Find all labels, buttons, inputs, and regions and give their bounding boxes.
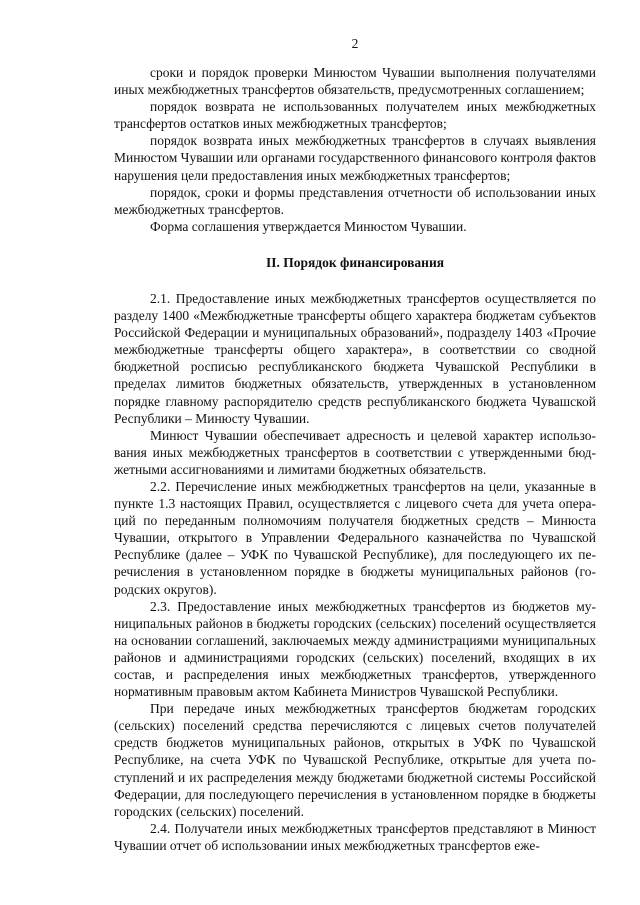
paragraph-agreement-form: Форма соглашения утверждается Минюстом Чувашии. [150, 218, 467, 234]
paragraph-2-3-transfer: При передаче иных межбюджетных трансфертов бюджетам городских (сельских) поселений средства перечисляются с лицевых счетов получателей средств бюджетов муниципальных районов, открытых в УФК по Чувашской Республике, на счета УФК по Чувашской Республике, открытые для учета поступлений и их распределения между бюджетами бюджетной системы Российской Федерации, для последующего перечисления в установленном порядке в бюджеты городских (сельских) поселений. [114, 701, 596, 819]
paragraph-return-violations: порядок возврата иных межбюджетных трансфертов в случаях выявления Минюстом Чувашии или органами государственного финансового контроля фактов нарушения цели предоставления иных межбюджетных трансфертов; [114, 133, 596, 183]
paragraph-2-1-targeting: Минюст Чувашии обеспечивает адресность и целевой характер использования иных межбюджетных трансфертов в соответствии с утвержденными бюджетными ассигнованиями и лимитами бюджетных обязательств. [114, 427, 596, 477]
paragraph-2-4: 2.4. Получатели иных межбюджетных трансфертов представляют в Минюст Чувашии отчет об использовании иных межбюджетных трансфертов еже- [114, 820, 596, 853]
paragraph-verification-terms: сроки и порядок проверки Минюстом Чувашии выполнения получателями иных межбюджетных трансфертов обязательств, предусмотренных соглашением; [114, 65, 596, 98]
page-number: 2 [351, 36, 359, 51]
paragraph-return-unused: порядок возврата не использованных получателем иных межбюджетных трансфертов остатков иных межбюджетных трансфертов; [114, 99, 596, 132]
paragraph-2-1: 2.1. Предоставление иных межбюджетных трансфертов осуществляется по разделу 1400 «Межбюджетные трансферты общего характера бюджетам субъектов Российской Федерации и муниципальных образований», подразделу 1403 «Прочие межбюджетные трансферты общего характера», в соответствии со сводной бюджетной росписью республиканского бюджета Чувашской Республики в пределах лимитов бюджетных обязательств, утвержденных в установленном порядке главному распорядителю средств республиканского бюджета Чувашской Республики – Минюсту Чувашии. [114, 290, 596, 426]
section-heading: II. Порядок финансирования [265, 254, 445, 270]
paragraph-reporting: порядок, сроки и формы представления отчетности об использовании иных межбюджетных трансфертов. [114, 184, 596, 217]
paragraph-2-2: 2.2. Перечисление иных межбюджетных трансфертов на цели, указанные в пункте 1.3 настоящих Правил, осуществляется с лицевого счета для учета операций по переданным полномочиям получателя бюджетных средств – Минюста Чувашии, открытого в Управлении Федерального казначейства по Чувашской Республике (далее – УФК по Чувашской Республике), для последующего их перечисления в установленном порядке в бюджеты муниципальных районов (городских округов). [114, 478, 596, 597]
paragraph-2-3: 2.3. Предоставление иных межбюджетных трансфертов из бюджетов муниципальных районов в бюджеты городских (сельских) поселений осуществляется на основании соглашений, заключаемых между администрациями муниципальных районов и администрациями городских (сельских) поселений, входящих в их состав, и распределения иных межбюджетных трансфертов, утвержденного нормативным правовым актом Кабинета Министров Чувашской Республики. [114, 598, 596, 700]
